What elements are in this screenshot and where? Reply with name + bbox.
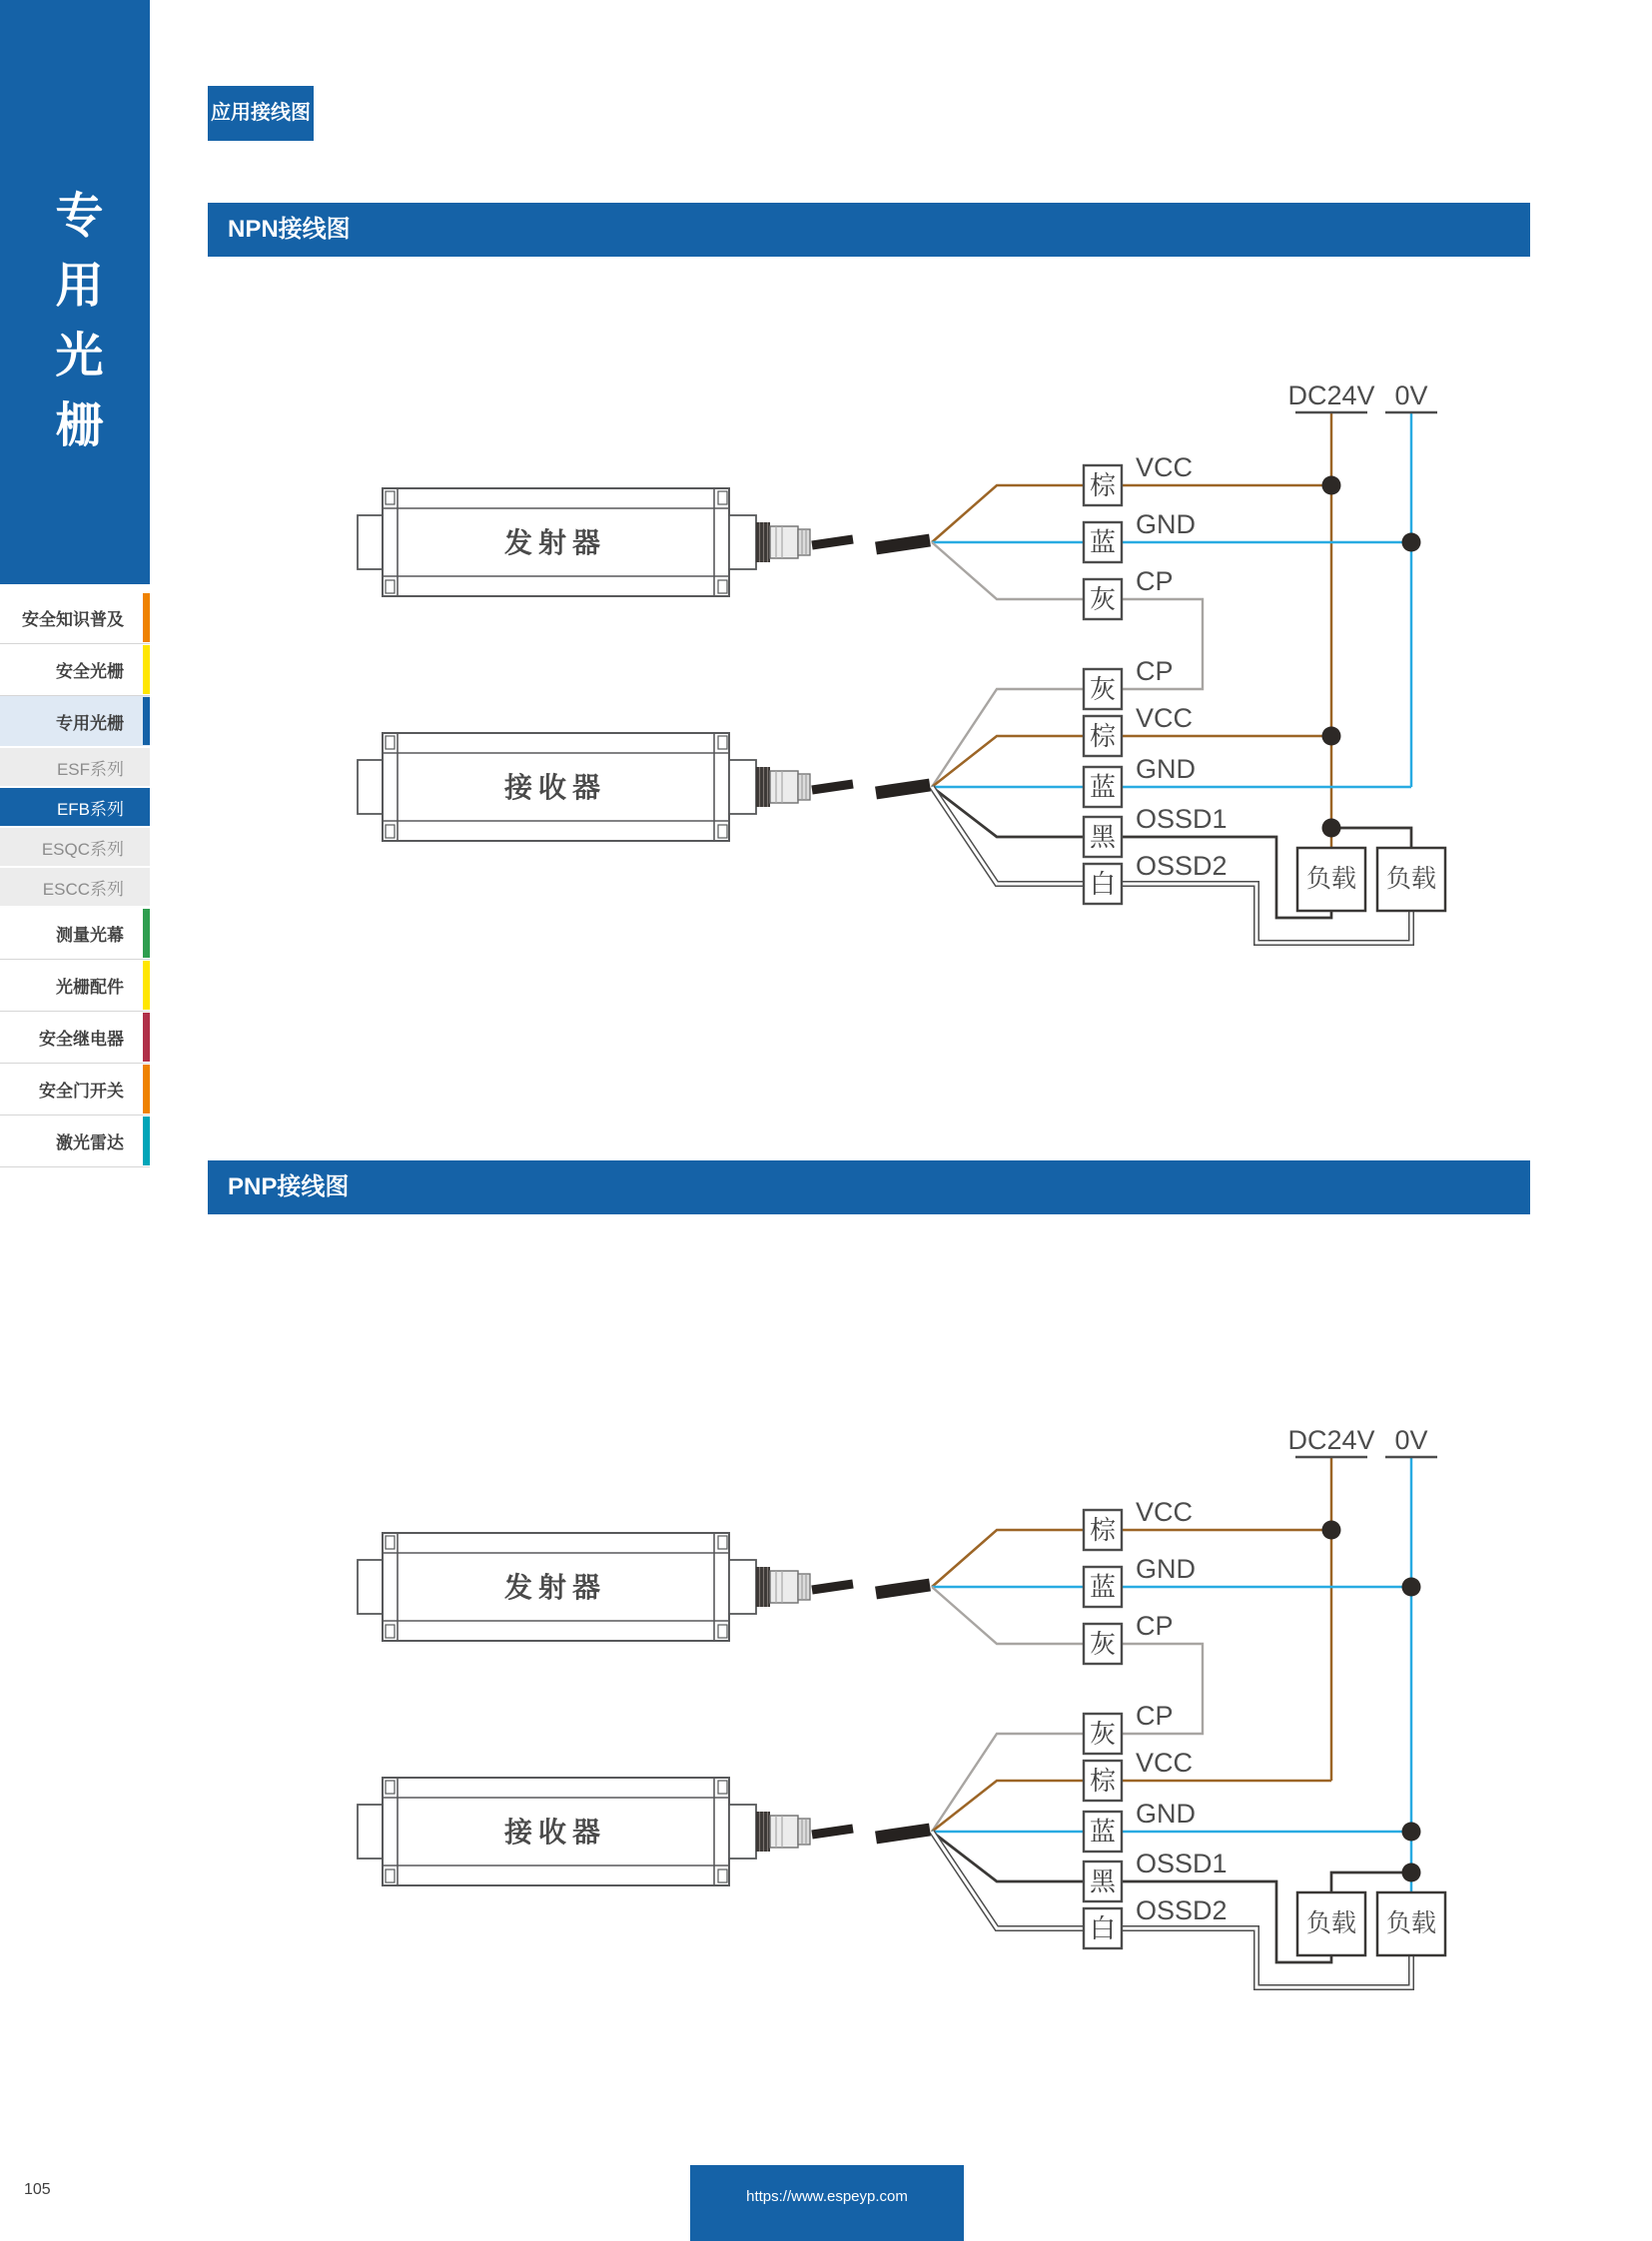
receiver-barrel (770, 1816, 798, 1848)
receiver-clip-3 (718, 1869, 727, 1882)
signal-cp-rx: CP (1136, 1701, 1174, 1731)
wire-ossd2-route-outline (1122, 884, 1411, 943)
signal-cp-tx: CP (1136, 566, 1174, 596)
label-dc24v: DC24V (1287, 1425, 1375, 1455)
transmitter-barrel (770, 526, 798, 558)
wire-ossd2-route-core (1122, 884, 1411, 943)
signal-vcc-rx: VCC (1136, 703, 1194, 733)
transmitter-neck (729, 1560, 756, 1614)
signal-vcc-rx: VCC (1136, 1748, 1194, 1778)
wire-id-label-white: 白 (1089, 869, 1117, 899)
transmitter-cable-end (876, 540, 930, 548)
receiver-mount-lug (358, 1805, 383, 1859)
sidebar-item-label: EFB系列 (56, 799, 124, 819)
transmitter-clip-0 (386, 491, 395, 504)
wiring-diagram-npn (0, 260, 1652, 979)
wire-ossd2-route-outline (1122, 1928, 1411, 1987)
load-label-1: 负载 (1305, 865, 1357, 893)
signal-ossd2: OSSD2 (1136, 851, 1228, 881)
sidebar-item-11 (0, 1064, 150, 1116)
transmitter-mount-lug (358, 1560, 383, 1614)
wire-gray-tx (932, 1587, 1084, 1644)
wire-id-label-brown: 棕 (1089, 1766, 1117, 1796)
wire-gray-rx (932, 1734, 1084, 1832)
sidebar-item-label: 测量光幕 (56, 926, 124, 945)
transmitter-clip-3 (718, 1625, 727, 1638)
label-dc24v: DC24V (1287, 380, 1375, 410)
load-label-2: 负载 (1385, 1909, 1437, 1937)
sidebar-accent-bar (143, 1117, 150, 1165)
wire-id-label-blue: 蓝 (1089, 527, 1117, 557)
label-0v: 0V (1394, 380, 1428, 410)
page-number: 105 (24, 2181, 51, 2198)
receiver-label: 接收器 (503, 1817, 607, 1848)
transmitter-cable (812, 1584, 853, 1590)
wire-brown-tx (932, 1530, 1084, 1587)
junction-dot (1322, 476, 1341, 495)
junction-dot (1402, 1864, 1421, 1882)
receiver-mount-lug (358, 760, 383, 814)
wire-brown-tx (932, 485, 1084, 542)
transmitter-label: 发射器 (503, 1572, 607, 1603)
sidebar-item-12 (0, 1116, 150, 1167)
transmitter-clip-2 (718, 491, 727, 504)
sidebar-item-label: ESF系列 (56, 759, 124, 779)
wire-id-label-blue: 蓝 (1089, 1817, 1117, 1847)
wire-brown-rx (932, 736, 1084, 787)
transmitter-clip-1 (386, 580, 395, 593)
wire-id-label-brown: 棕 (1089, 1515, 1117, 1545)
transmitter-clip-1 (386, 1625, 395, 1638)
wire-white-rx-core (932, 787, 1084, 884)
wire-id-label-black: 黑 (1089, 822, 1117, 852)
receiver-cable-end (876, 1830, 930, 1838)
sidebar-item-label: 专用光栅 (56, 713, 124, 733)
transmitter-cable-end (876, 1585, 930, 1593)
receiver-tip (798, 774, 810, 800)
sidebar-item-label: 激光雷达 (56, 1133, 124, 1152)
transmitter-mount-lug (358, 515, 383, 569)
signal-ossd2: OSSD2 (1136, 1895, 1228, 1925)
junction-dot (1322, 819, 1341, 838)
receiver-clip-3 (718, 825, 727, 838)
sidebar-accent-bar (143, 1013, 150, 1062)
receiver-clip-2 (718, 1781, 727, 1794)
receiver-barrel (770, 771, 798, 803)
receiver-clip-1 (386, 1869, 395, 1882)
signal-gnd-tx: GND (1136, 1554, 1196, 1584)
junction-dot (1322, 1521, 1341, 1540)
wire-id-label-brown: 棕 (1089, 721, 1117, 751)
receiver-clip-0 (386, 1781, 395, 1794)
receiver-neck (729, 760, 756, 814)
transmitter-clip-3 (718, 580, 727, 593)
sidebar-item-label: ESCC系列 (42, 879, 124, 899)
signal-vcc-tx: VCC (1136, 452, 1194, 482)
signal-gnd-rx: GND (1136, 754, 1196, 784)
receiver-clip-1 (386, 825, 395, 838)
wire-id-label-blue: 蓝 (1089, 772, 1117, 802)
wire-white-rx-core (932, 1832, 1084, 1928)
transmitter-clip-0 (386, 1536, 395, 1549)
transmitter-cable (812, 539, 853, 545)
label-0v: 0V (1394, 1425, 1428, 1455)
sidebar-item-10 (0, 1012, 150, 1064)
wire-black-rx (932, 787, 1084, 837)
wire-white-rx-outline (932, 787, 1084, 884)
wire-id-label-gray: 灰 (1089, 1719, 1117, 1749)
wire-id-label-brown: 棕 (1089, 470, 1117, 500)
signal-ossd1: OSSD1 (1136, 804, 1228, 834)
wire-white-rx-outline (932, 1832, 1084, 1928)
sidebar-item-label: 安全知识普及 (22, 610, 124, 629)
transmitter-neck (729, 515, 756, 569)
receiver-cable (812, 784, 853, 790)
sidebar-vertical-title: 专用光栅 (48, 190, 101, 469)
receiver-cable (812, 1829, 853, 1835)
transmitter-label: 发射器 (503, 527, 607, 558)
sidebar-accent-bar (143, 1065, 150, 1114)
load-label-1: 负载 (1305, 1909, 1357, 1937)
wire-brown-rx (932, 1781, 1084, 1832)
transmitter-clip-2 (718, 1536, 727, 1549)
receiver-clip-2 (718, 736, 727, 749)
section-header-pnp: PNP接线图 (208, 1160, 1530, 1214)
wiring-diagram-pnp (0, 1304, 1652, 2023)
junction-dot (1402, 1578, 1421, 1597)
signal-vcc-tx: VCC (1136, 1497, 1194, 1527)
junction-dot (1402, 533, 1421, 552)
receiver-clip-0 (386, 736, 395, 749)
wire-id-label-gray: 灰 (1089, 1629, 1117, 1659)
signal-cp-rx: CP (1136, 656, 1174, 686)
load2-feed (1331, 828, 1411, 848)
receiver-cable-end (876, 785, 930, 793)
load1-feed (1331, 1872, 1411, 1892)
sidebar-item-label: 安全光栅 (56, 662, 124, 681)
footer-url: https://www.espeyp.com (690, 2165, 964, 2241)
wire-id-label-blue: 蓝 (1089, 1572, 1117, 1602)
transmitter-barrel (770, 1571, 798, 1603)
wire-gray-rx (932, 689, 1084, 787)
signal-gnd-tx: GND (1136, 509, 1196, 539)
receiver-label: 接收器 (503, 772, 607, 803)
wire-id-label-gray: 灰 (1089, 674, 1117, 704)
load-label-2: 负载 (1385, 865, 1437, 893)
signal-gnd-rx: GND (1136, 1799, 1196, 1829)
junction-dot (1322, 727, 1341, 746)
npn-wiring-diagram (0, 260, 1652, 979)
wire-black-rx (932, 1832, 1084, 1881)
receiver-tip (798, 1819, 810, 1845)
wire-id-label-white: 白 (1089, 1913, 1117, 1943)
sidebar-item-label: ESQC系列 (41, 839, 124, 859)
transmitter-tip (798, 1574, 810, 1600)
wire-ossd2-route-core (1122, 1928, 1411, 1987)
wire-id-label-black: 黑 (1089, 1867, 1117, 1896)
sidebar-item-label: 安全门开关 (39, 1082, 124, 1101)
signal-ossd1: OSSD1 (1136, 1849, 1228, 1878)
wire-id-label-gray: 灰 (1089, 584, 1117, 614)
transmitter-tip (798, 529, 810, 555)
section-header-npn: NPN接线图 (208, 203, 1530, 257)
wire-gray-tx (932, 542, 1084, 599)
junction-dot (1402, 1823, 1421, 1842)
signal-cp-tx: CP (1136, 1611, 1174, 1641)
sidebar-item-label: 安全继电器 (39, 1030, 124, 1049)
receiver-neck (729, 1805, 756, 1859)
page-badge: 应用接线图 (208, 86, 314, 141)
pnp-wiring-diagram (0, 1304, 1652, 2023)
sidebar-item-label: 光栅配件 (56, 978, 124, 997)
